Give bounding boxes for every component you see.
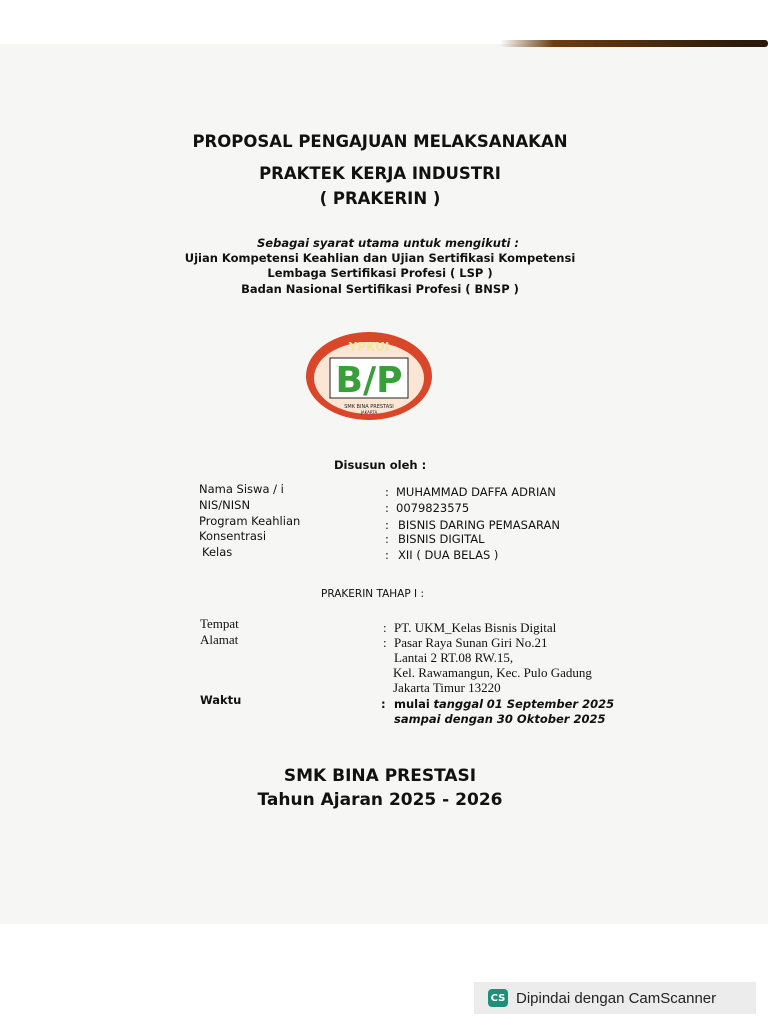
prakerin-tahap: PRAKERIN TAHAP I :: [321, 588, 424, 600]
scan-edge-shadow: [500, 40, 768, 47]
label-waktu: Waktu: [200, 693, 242, 707]
colon-program: :: [385, 518, 389, 532]
camscanner-badge: [474, 982, 756, 1014]
waktu-tanggal: tanggal: [433, 697, 484, 711]
colon-nis: :: [385, 501, 389, 515]
value-program: BISNIS DARING PEMASARAN: [398, 518, 560, 532]
colon-konsentrasi: :: [385, 532, 389, 546]
disusun-oleh: Disusun oleh :: [334, 458, 427, 472]
label-alamat: Alamat: [200, 632, 239, 647]
sub-line-2: Lembaga Sertifikasi Profesi ( LSP ): [267, 266, 493, 280]
title-line-3: ( PRAKERIN ): [319, 189, 441, 208]
value-konsentrasi: BISNIS DIGITAL: [398, 532, 485, 546]
camscanner-logo-icon: CS: [488, 989, 508, 1007]
academic-year: Tahun Ajaran 2025 - 2026: [257, 790, 503, 810]
label-program: Program Keahlian: [199, 514, 301, 528]
intro-text: Sebagai syarat utama untuk mengikuti :: [257, 236, 519, 250]
label-tempat: Tempat: [200, 616, 239, 631]
label-nama: Nama Siswa / i: [199, 482, 284, 496]
logo-caption-2: JAKARTA: [360, 410, 378, 415]
alamat-line-4: Jakarta Timur 13220: [393, 680, 501, 695]
school-logo: [304, 330, 434, 422]
alamat-line-1: Pasar Raya Sunan Giri No.21: [394, 635, 548, 650]
waktu-prefix: mulai: [394, 697, 430, 711]
title-line-1: PROPOSAL PENGAJUAN MELAKSANAKAN: [192, 132, 568, 151]
colon-tempat: :: [383, 620, 387, 635]
alamat-line-3: Kel. Rawamangun, Kec. Pulo Gadung: [393, 665, 592, 680]
colon-nama: :: [385, 485, 389, 499]
label-konsentrasi: Konsentrasi: [199, 529, 267, 543]
alamat-line-2: Lantai 2 RT.08 RW.15,: [394, 650, 514, 665]
waktu-line-2: sampai dengan 30 Oktober 2025: [394, 712, 606, 726]
value-kelas: XII ( DUA BELAS ): [398, 548, 499, 562]
camscanner-label: Dipindai dengan CamScanner: [516, 989, 717, 1007]
colon-alamat: :: [383, 635, 387, 650]
waktu-start: 01 September 2025: [486, 697, 615, 711]
logo-letters: B/P: [335, 360, 403, 401]
school-name: SMK BINA PRESTASI: [283, 766, 477, 786]
logo-arc-text: YPKUI: [348, 340, 390, 354]
label-kelas: Kelas: [202, 545, 233, 559]
colon-kelas: :: [385, 548, 389, 562]
logo-caption: SMK BINA PRESTASI: [344, 404, 394, 410]
label-nis: NIS/NISN: [199, 498, 251, 512]
colon-waktu: :: [381, 697, 386, 711]
waktu-line-1: [394, 697, 614, 711]
sub-line-1: Ujian Kompetensi Keahlian dan Ujian Sertifikasi Kompetensi: [184, 251, 576, 265]
title-line-2: PRAKTEK KERJA INDUSTRI: [259, 164, 501, 183]
value-nis: 0079823575: [396, 501, 470, 515]
value-nama: MUHAMMAD DAFFA ADRIAN: [396, 485, 556, 499]
sub-line-3: Badan Nasional Sertifikasi Profesi ( BNSP ): [241, 282, 519, 296]
value-tempat: PT. UKM_Kelas Bisnis Digital: [394, 620, 557, 635]
